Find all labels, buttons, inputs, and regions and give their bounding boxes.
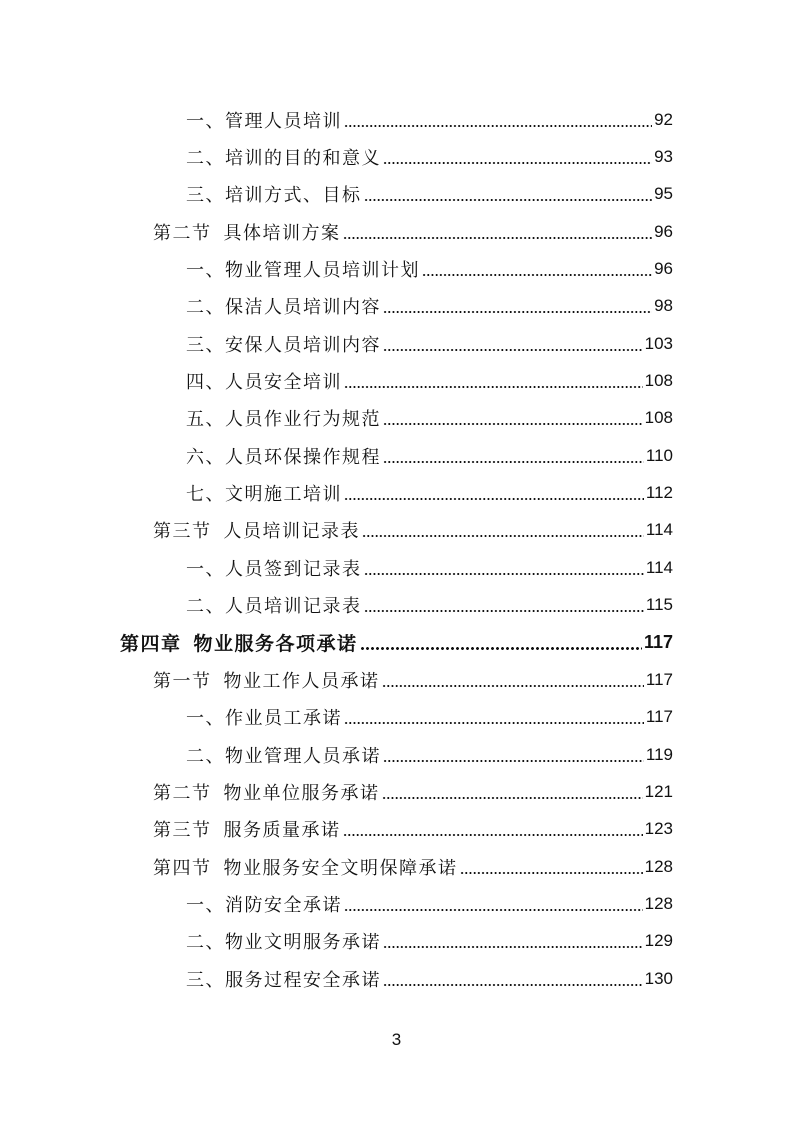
toc-entry[interactable] <box>0 923 793 960</box>
toc-entry[interactable] <box>0 960 793 997</box>
toc-entry[interactable] <box>0 586 793 623</box>
toc-entry-page: 110 <box>645 445 673 465</box>
toc-entry-title <box>186 368 342 394</box>
toc-entry-page: 128 <box>644 856 673 876</box>
toc-entry-label: 四、 <box>186 372 225 394</box>
toc-entry[interactable] <box>0 101 793 138</box>
toc-entry[interactable] <box>0 512 793 549</box>
toc-entry[interactable] <box>0 288 793 325</box>
toc-entry-title <box>186 443 381 469</box>
dot-leader <box>362 535 644 537</box>
toc-entry-title <box>186 107 342 133</box>
toc-entry-text: 服务过程安全承诺 <box>225 969 381 991</box>
toc-entry-label: 二、 <box>186 297 225 319</box>
toc-entry[interactable] <box>0 811 793 848</box>
toc-entry-page: 92 <box>654 109 673 129</box>
toc-entry-text: 培训的目的和意义 <box>225 148 381 170</box>
toc-entry-title <box>186 891 342 917</box>
toc-entry-label: 三、 <box>186 334 225 356</box>
toc-entry-label: 一、 <box>186 708 225 730</box>
toc-entry-page: 98 <box>654 296 673 316</box>
toc-entry-page: 93 <box>654 147 673 167</box>
toc-entry-page: 117 <box>643 631 673 652</box>
page-number: 3 <box>391 1030 402 1049</box>
toc-entry-label: 七、 <box>186 484 225 506</box>
toc-entry-text: 人员环保操作规程 <box>225 446 381 468</box>
toc-entry[interactable] <box>0 549 793 586</box>
toc-entry-text: 人员签到记录表 <box>225 558 362 580</box>
toc-entry-page: 123 <box>644 819 673 839</box>
toc-entry[interactable] <box>0 848 793 885</box>
toc-entry-text: 物业文明服务承诺 <box>225 932 381 954</box>
toc-entry-title <box>186 592 362 618</box>
dot-leader <box>364 573 644 575</box>
toc-entry-page: 114 <box>645 557 673 577</box>
toc-entry-label: 一、 <box>186 558 225 580</box>
toc-entry[interactable] <box>0 176 793 213</box>
toc-entry-page: 130 <box>644 968 673 988</box>
toc-entry-title <box>186 966 381 992</box>
toc-entry-title <box>186 928 381 954</box>
dot-leader <box>364 199 653 201</box>
toc-entry-text: 作业员工承诺 <box>225 708 342 730</box>
toc-entry-text: 培训方式、目标 <box>225 185 362 207</box>
dot-leader <box>422 274 652 276</box>
dot-leader <box>383 349 643 351</box>
toc-entry-text: 物业服务各项承诺 <box>193 632 358 655</box>
dot-leader <box>383 984 643 986</box>
dot-leader <box>344 722 644 724</box>
toc-entry-title <box>153 816 341 842</box>
dot-leader <box>364 610 644 612</box>
toc-entry-title <box>153 517 360 543</box>
toc-entry-title <box>186 331 381 357</box>
toc-entry-page: 96 <box>654 259 673 279</box>
toc-entry-label: 六、 <box>186 446 225 468</box>
toc-entry-label: 第二节 <box>153 782 212 804</box>
dot-leader <box>344 498 644 500</box>
toc-entry-page: 103 <box>644 333 673 353</box>
toc-entry-label: 第三节 <box>153 820 212 842</box>
toc-entry-title <box>186 480 342 506</box>
dot-leader <box>360 647 642 650</box>
toc-entry-text: 人员作业行为规范 <box>225 409 381 431</box>
dot-leader <box>344 125 652 127</box>
toc-entry[interactable] <box>0 885 793 922</box>
toc-entry-text: 物业工作人员承诺 <box>223 670 380 692</box>
toc-entry-label: 二、 <box>186 148 225 170</box>
toc-entry[interactable] <box>0 773 793 810</box>
toc-entry[interactable] <box>0 400 793 437</box>
toc-entry-page: 121 <box>644 781 673 801</box>
toc-entry-label: 二、 <box>186 596 225 618</box>
toc-entry-text: 保洁人员培训内容 <box>225 297 381 319</box>
toc-entry-title <box>153 854 458 880</box>
toc-entry-page: 95 <box>654 184 673 204</box>
toc-entry-title <box>186 555 362 581</box>
dot-leader <box>460 872 643 874</box>
toc-entry-title <box>186 256 420 282</box>
toc-entry-title <box>153 219 341 245</box>
toc-entry-title <box>153 667 380 693</box>
toc-entry-label: 第一节 <box>153 670 212 692</box>
toc-entry-page: 114 <box>645 520 673 540</box>
toc-entry[interactable] <box>0 138 793 175</box>
toc-entry-label: 第三节 <box>153 521 212 543</box>
toc-entry[interactable] <box>0 362 793 399</box>
toc-entry-text: 物业管理人员承诺 <box>225 745 381 767</box>
dot-leader <box>344 386 643 388</box>
dot-leader <box>383 423 643 425</box>
dot-leader <box>343 834 643 836</box>
toc-entry-text: 服务质量承诺 <box>223 820 341 842</box>
toc-entry-page: 128 <box>644 893 673 913</box>
toc-entry-text: 物业服务安全文明保障承诺 <box>223 857 458 879</box>
toc-entry-title <box>186 742 381 768</box>
toc-entry-text: 消防安全承诺 <box>225 894 342 916</box>
toc-entry-page: 119 <box>645 744 673 764</box>
toc-entry-title <box>186 144 381 170</box>
toc-entry[interactable] <box>0 325 793 362</box>
dot-leader <box>383 760 644 762</box>
toc-entry-label: 一、 <box>186 110 225 132</box>
toc-entry-page: 129 <box>644 931 673 951</box>
toc-entry-text: 人员安全培训 <box>225 372 342 394</box>
toc-entry-label: 三、 <box>186 185 225 207</box>
toc-entry-title <box>153 779 380 805</box>
toc-entry-page: 117 <box>645 707 673 727</box>
toc-entry-text: 物业管理人员培训计划 <box>225 260 420 282</box>
table-of-contents <box>0 101 793 997</box>
toc-entry-text: 人员培训记录表 <box>225 596 362 618</box>
toc-entry-title <box>186 181 362 207</box>
dot-leader <box>383 311 652 313</box>
toc-entry-text: 文明施工培训 <box>225 484 342 506</box>
toc-entry-text: 安保人员培训内容 <box>225 334 381 356</box>
toc-entry-page: 117 <box>645 669 673 689</box>
dot-leader <box>343 237 653 239</box>
toc-entry-text: 人员培训记录表 <box>223 521 360 543</box>
toc-entry[interactable] <box>0 437 793 474</box>
toc-chapter-entry[interactable] <box>0 624 793 661</box>
toc-entry[interactable] <box>0 661 793 698</box>
toc-entry-label: 二、 <box>186 932 225 954</box>
dot-leader <box>344 909 643 911</box>
toc-entry-text: 物业单位服务承诺 <box>223 782 380 804</box>
toc-entry-title <box>120 629 358 656</box>
toc-entry-label: 第二节 <box>153 222 212 244</box>
toc-entry-label: 第四节 <box>153 857 212 879</box>
toc-entry-page: 96 <box>654 221 673 241</box>
toc-entry-title <box>186 405 381 431</box>
dot-leader <box>383 461 644 463</box>
toc-entry-label: 一、 <box>186 894 225 916</box>
toc-entry-label: 五、 <box>186 409 225 431</box>
toc-entry-title <box>186 704 342 730</box>
toc-entry[interactable] <box>0 474 793 511</box>
toc-entry-page: 108 <box>644 408 673 428</box>
toc-entry-text: 具体培训方案 <box>223 222 341 244</box>
toc-entry-label: 第四章 <box>120 632 182 655</box>
toc-entry-label: 一、 <box>186 260 225 282</box>
dot-leader <box>383 162 652 164</box>
toc-entry[interactable] <box>0 213 793 250</box>
toc-entry-page: 115 <box>645 595 673 615</box>
dot-leader <box>383 946 643 948</box>
toc-entry[interactable] <box>0 250 793 287</box>
toc-entry-label: 二、 <box>186 745 225 767</box>
toc-entry-label: 三、 <box>186 969 225 991</box>
dot-leader <box>382 797 643 799</box>
toc-entry-page: 112 <box>645 483 673 503</box>
toc-entry-title <box>186 293 381 319</box>
toc-entry[interactable] <box>0 736 793 773</box>
dot-leader <box>382 685 644 687</box>
toc-entry-page: 108 <box>644 371 673 391</box>
toc-entry[interactable] <box>0 699 793 736</box>
toc-entry-text: 管理人员培训 <box>225 110 342 132</box>
